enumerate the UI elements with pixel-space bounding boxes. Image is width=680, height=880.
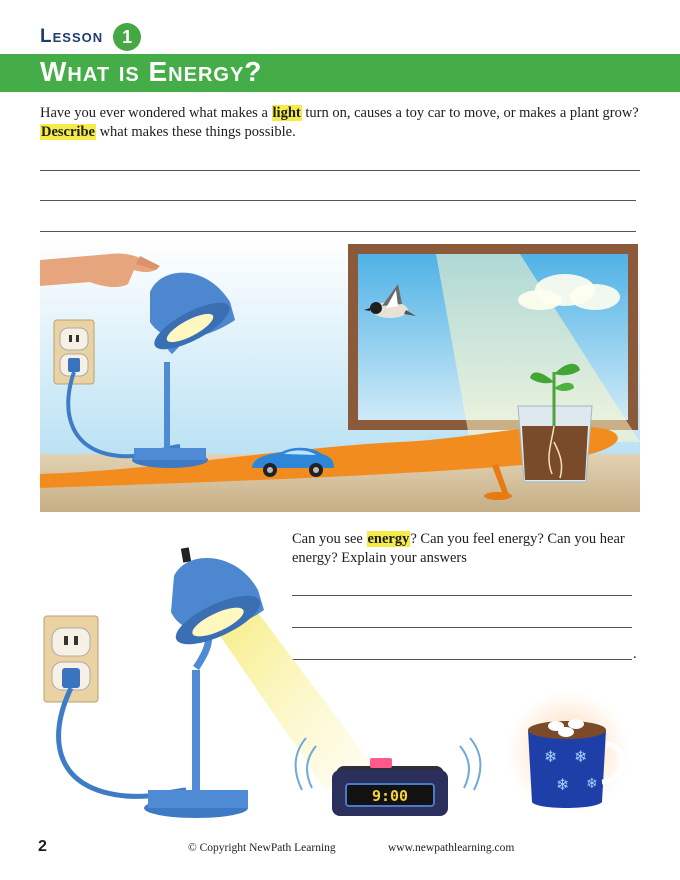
keyword-describe: Describe xyxy=(41,124,95,140)
hot-cocoa-mug xyxy=(506,690,630,814)
question-1 xyxy=(40,104,640,142)
svg-text:❄: ❄ xyxy=(556,775,570,794)
svg-text:❄: ❄ xyxy=(544,747,558,766)
answer-line-3[interactable] xyxy=(40,231,636,232)
keyword-energy: energy xyxy=(367,531,410,547)
scene-lamp-illustration xyxy=(36,540,636,830)
page-title: What is Energy? xyxy=(40,56,263,87)
question-1-text-a: Have you ever wondered what makes a xyxy=(40,105,272,121)
lesson-header xyxy=(40,22,141,52)
scene-room-illustration xyxy=(40,242,640,512)
website-link[interactable]: www.newpathlearning.com xyxy=(388,842,515,854)
svg-text:❄: ❄ xyxy=(586,776,598,792)
answer-line-2[interactable] xyxy=(40,200,636,201)
svg-text:❄: ❄ xyxy=(574,747,588,766)
desk-lamp xyxy=(144,547,266,818)
question-2-text-b: ? Can you feel energy? Can you hear energy? Explain your answers xyxy=(292,531,625,566)
clock-display: 9:00 xyxy=(371,787,409,805)
page-number: 2 xyxy=(38,838,47,855)
trailing-period: . xyxy=(633,646,637,662)
title-banner xyxy=(0,54,680,92)
lesson-number-badge: 1 xyxy=(113,23,141,51)
copyright-text: © Copyright NewPath Learning xyxy=(188,842,336,854)
question-2-text-a: Can you see xyxy=(292,531,367,547)
answer-line-1[interactable] xyxy=(40,170,640,171)
question-1-text-c: what makes these things possible. xyxy=(95,124,296,140)
window xyxy=(348,244,640,442)
question-1-text-b: turn on, causes a toy car to move, or makes a plant grow? xyxy=(301,105,639,121)
keyword-light: light xyxy=(272,105,301,121)
lesson-label: Lesson xyxy=(40,26,104,47)
